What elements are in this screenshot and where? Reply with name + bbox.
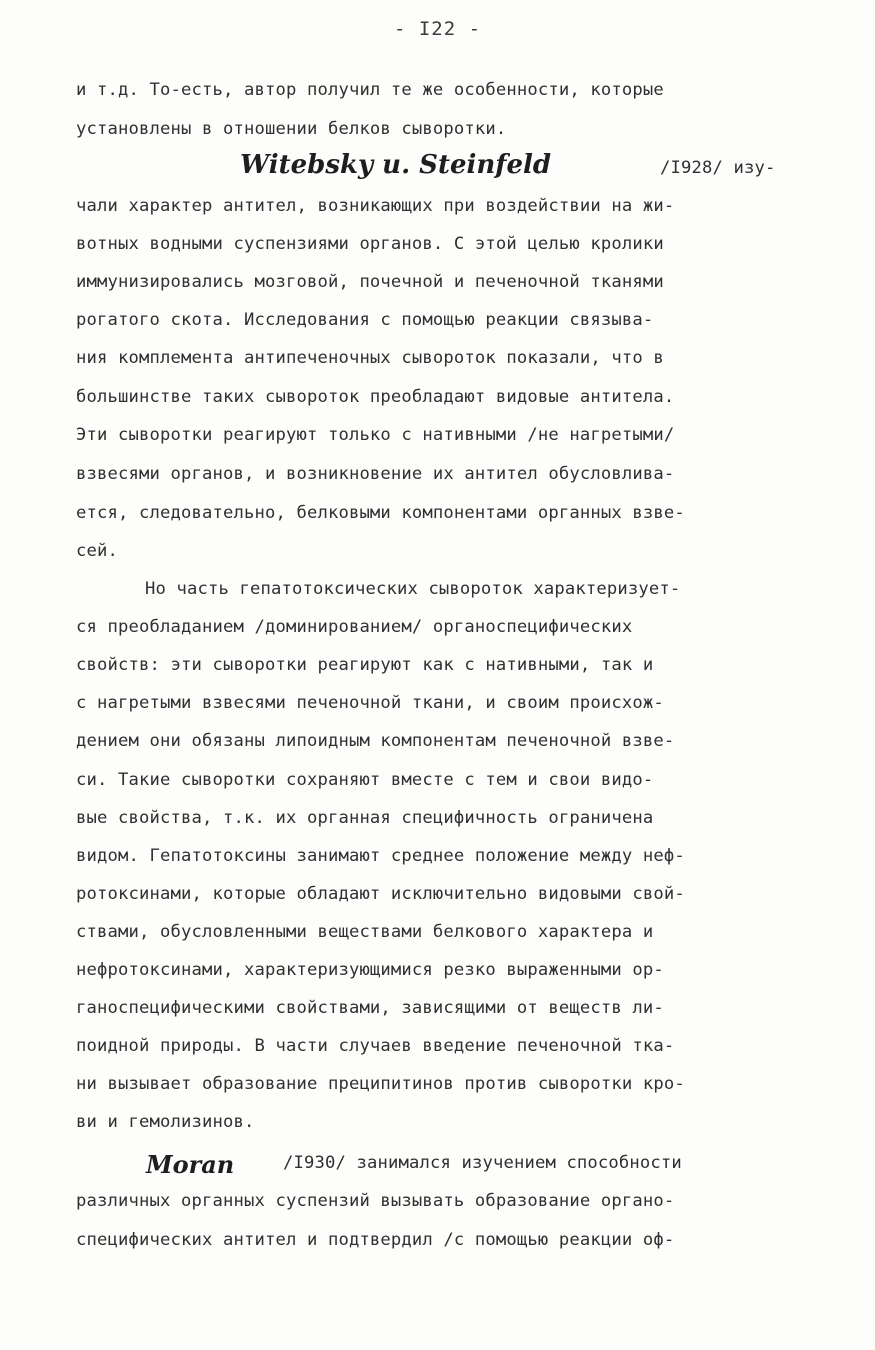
text-line: ганоспецифическими свойствами, зависящими от веществ ли- — [76, 998, 664, 1018]
text-line: различных органных суспензий вызывать образование органо- — [76, 1191, 675, 1211]
text-line: Эти сыворотки реагируют только с нативными /не нагретыми/ — [76, 425, 675, 445]
text-line: ся преобладанием /доминированием/ органоспецифических — [76, 617, 633, 637]
text-line: и т.д. То-есть, автор получил те же особенности, которые — [76, 80, 664, 100]
text-line: свойств: эти сыворотки реагируют как с нативными, так и — [76, 655, 654, 675]
handwritten-author-name: Moran — [146, 1150, 235, 1179]
text-line: специфических антител и подтвердил /с помощью реакции оф- — [76, 1230, 675, 1250]
text-line: ни вызывает образование преципитинов против сыворотки кро- — [76, 1074, 685, 1094]
text-line: поидной природы. В части случаев введение печеночной тка- — [76, 1036, 675, 1056]
text-line: иммунизировались мозговой, почечной и печеночной тканями — [76, 272, 664, 292]
text-line: /I930/ занимался изучением способности — [283, 1153, 682, 1173]
text-line: ствами, обусловленными веществами белкового характера и — [76, 922, 654, 942]
text-line: ния комплемента антипеченочных сывороток показали, что в — [76, 348, 664, 368]
text-line: установлены в отношении белков сыворотки. — [76, 119, 507, 139]
text-line: ротоксинами, которые обладают исключительно видовыми свой- — [76, 884, 685, 904]
text-line: вые свойства, т.к. их органная специфичность ограничена — [76, 808, 654, 828]
handwritten-author-names: Witebsky u. Steinfeld — [240, 150, 552, 180]
text-line: большинстве таких сывороток преобладают видовые антитела. — [76, 387, 675, 407]
text-line: ви и гемолизинов. — [76, 1112, 255, 1132]
text-line: взвесями органов, и возникновение их антител обусловлива- — [76, 464, 675, 484]
text-line: с нагретыми взвесями печеночной ткани, и своим происхож- — [76, 693, 664, 713]
text-line: видом. Гепатотоксины занимают среднее положение между неф- — [76, 846, 685, 866]
text-line: си. Такие сыворотки сохраняют вместе с тем и свои видо- — [76, 770, 654, 790]
text-line: рогатого скота. Исследования с помощью реакции связыва- — [76, 310, 654, 330]
text-line: нефротоксинами, характеризующимися резко выраженными ор- — [76, 960, 664, 980]
page-number: - I22 - — [393, 18, 482, 40]
text-line: дением они обязаны липоидным компонентам печеночной взве- — [76, 731, 675, 751]
text-line: вотных водными суспензиями органов. С этой целью кролики — [76, 234, 664, 254]
text-line: ется, следовательно, белковыми компонентами органных взве- — [76, 503, 685, 523]
text-line: Но часть гепатотоксических сывороток характеризует- — [145, 579, 681, 599]
text-line: сей. — [76, 541, 118, 561]
text-line: чали характер антител, возникающих при воздействии на жи- — [76, 196, 675, 216]
citation-year: /I928/ изу- — [660, 158, 776, 178]
